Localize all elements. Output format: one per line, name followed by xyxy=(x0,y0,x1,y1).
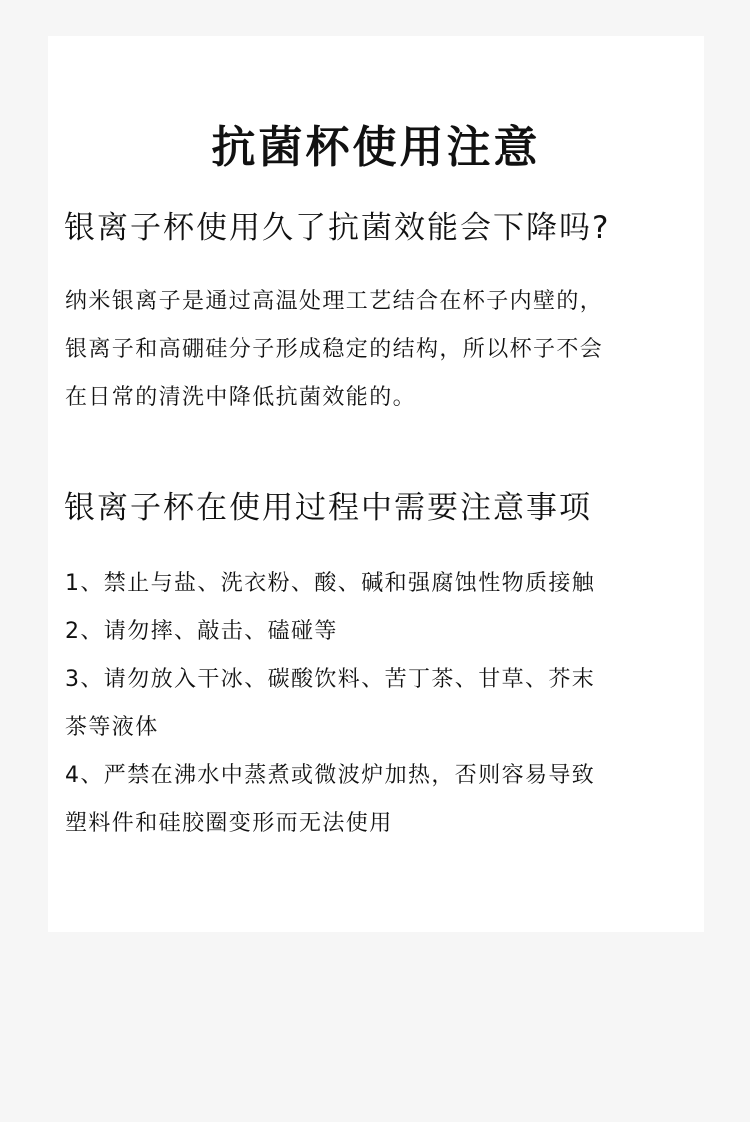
paragraph-line: 在日常的清洗中降低抗菌效能的。 xyxy=(65,385,417,410)
list-item xyxy=(65,656,695,752)
list-item-line: 茶等液体 xyxy=(65,715,159,740)
list-item-line: 塑料件和硅胶圈变形而无法使用 xyxy=(65,811,393,836)
section-heading-antibacterial-efficacy: 银离子杯使用久了抗菌效能会下降吗? xyxy=(64,210,611,246)
list-item xyxy=(65,560,695,608)
list-item-line: 2、请勿摔、敲击、磕碰等 xyxy=(65,619,338,644)
section-heading-usage-precautions: 银离子杯在使用过程中需要注意事项 xyxy=(64,490,592,526)
list-item xyxy=(65,608,695,656)
list-item-line: 1、禁止与盐、洗衣粉、酸、碱和强腐蚀性物质接触 xyxy=(65,571,596,596)
paragraph-line: 纳米银离子是通过高温处理工艺结合在杯子内壁的， xyxy=(65,289,604,314)
content-card xyxy=(48,36,704,932)
precautions-list xyxy=(65,560,695,848)
list-item-line: 4、严禁在沸水中蒸煮或微波炉加热，否则容易导致 xyxy=(65,763,596,788)
paragraph-line: 银离子和高硼硅分子形成稳定的结构，所以杯子不会 xyxy=(65,337,604,362)
section-paragraph-antibacterial-efficacy xyxy=(65,278,695,422)
list-item-line: 3、请勿放入干冰、碳酸饮料、苦丁茶、甘草、芥末 xyxy=(65,667,596,692)
list-item xyxy=(65,752,695,848)
page-title: 抗菌杯使用注意 xyxy=(211,122,541,173)
